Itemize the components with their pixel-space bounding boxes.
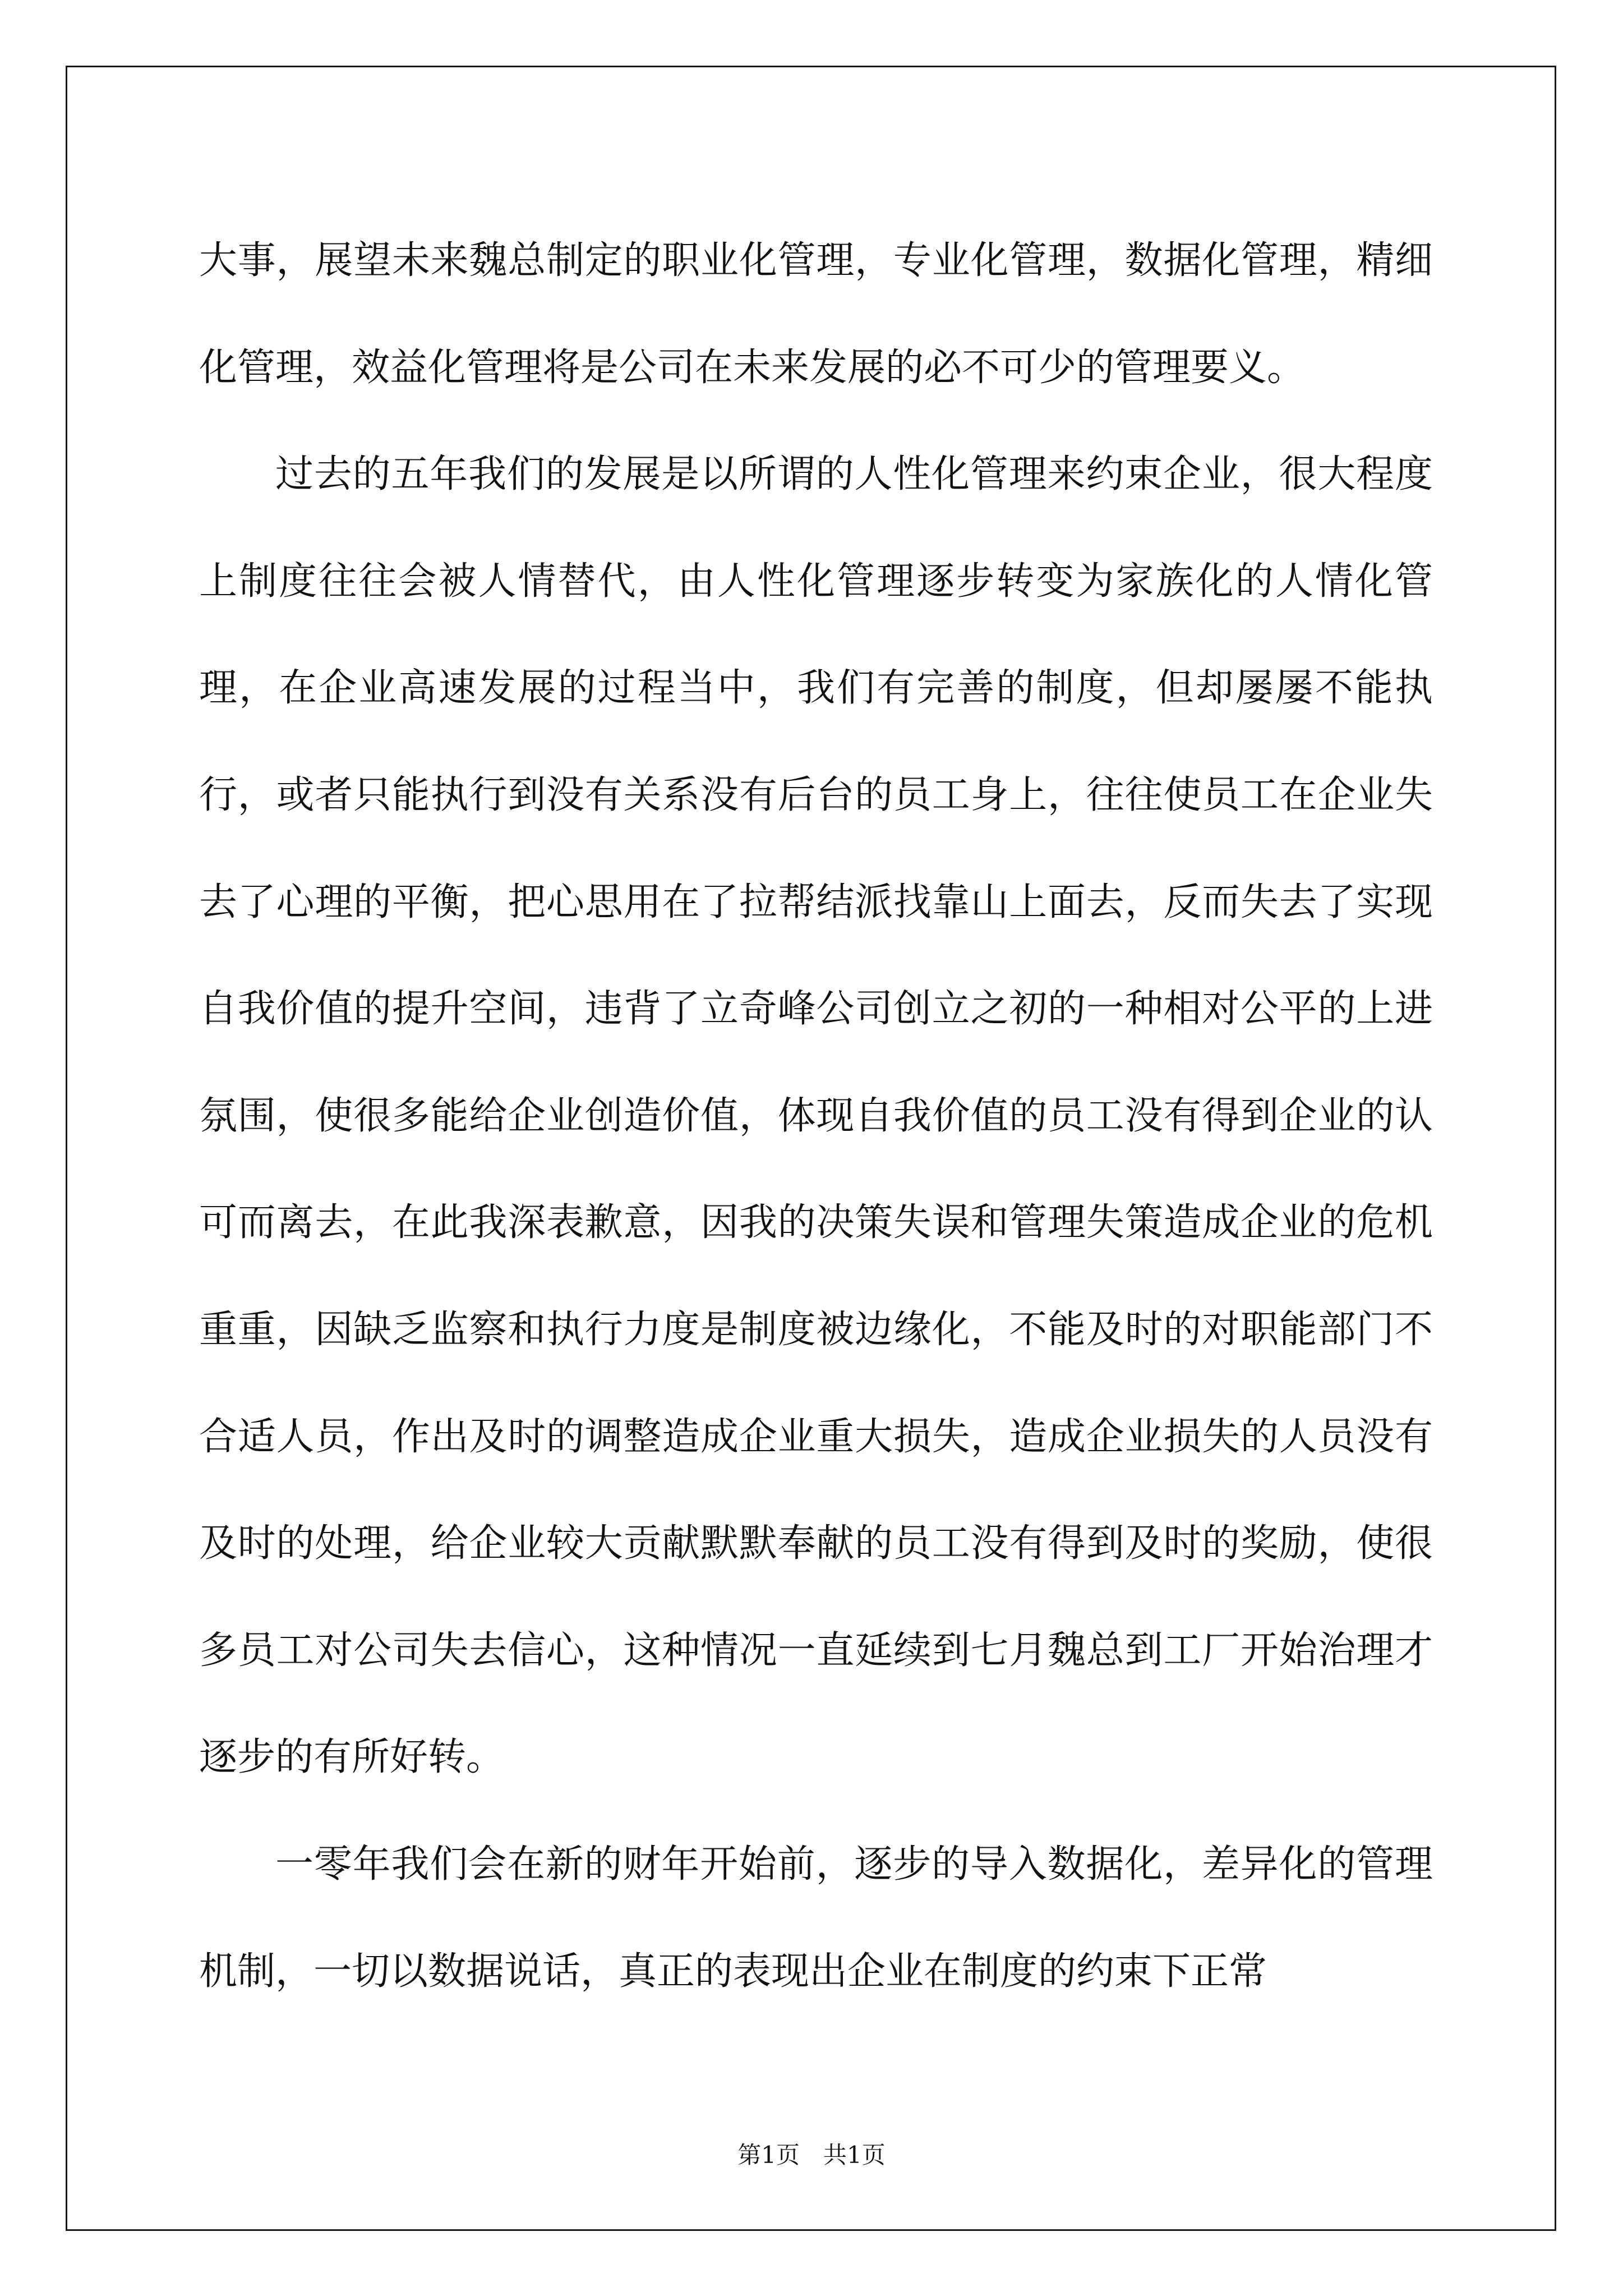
document-body xyxy=(199,208,1433,2025)
page-footer: 第1页 共1页 xyxy=(737,2141,886,2169)
paragraph-1: 大事，展望未来魏总制定的职业化管理，专业化管理，数据化管理，精细化管理，效益化管理将是公司在未来发展的必不可少的管理要义。 xyxy=(199,238,1433,390)
paragraph-2: 过去的五年我们的发展是以所谓的人性化管理来约束企业，很大程度上制度往往会被人情替代，由人性化管理逐步转变为家族化的人情化管理，在企业高速发展的过程当中，我们有完善的制度，但却屡屡不能执行，或者只能执行到没有关系没有后台的员工身上，往往使员工在企业失去了心理的平衡，把心思用在了拉帮结派找靠山上面去，反而失去了实现自我价值的提升空间，违背了立奇峰公司创立之初的一种相对公平的上进氛围，使很多能给企业创造价值，体现自我价值的员工没有得到企业的认可而离去，在此我深表歉意，因我的决策失误和管理失策造成企业的危机重重，因缺乏监察和执行力度是制度被边缘化，不能及时的对职能部门不合适人员，作出及时的调整造成企业重大损失，造成企业损失的人员没有及时的处理，给企业较大贡献默默奉献的员工没有得到及时的奖励，使很多员工对公司失去信心，这种情况一直延续到七月魏总到工厂开始治理才逐步的有所好转。 xyxy=(199,452,1433,1780)
paragraph-3: 一零年我们会在新的财年开始前，逐步的导入数据化，差异化的管理机制，一切以数据说话，真正的表现出企业在制度的约束下正常 xyxy=(199,1842,1433,1994)
